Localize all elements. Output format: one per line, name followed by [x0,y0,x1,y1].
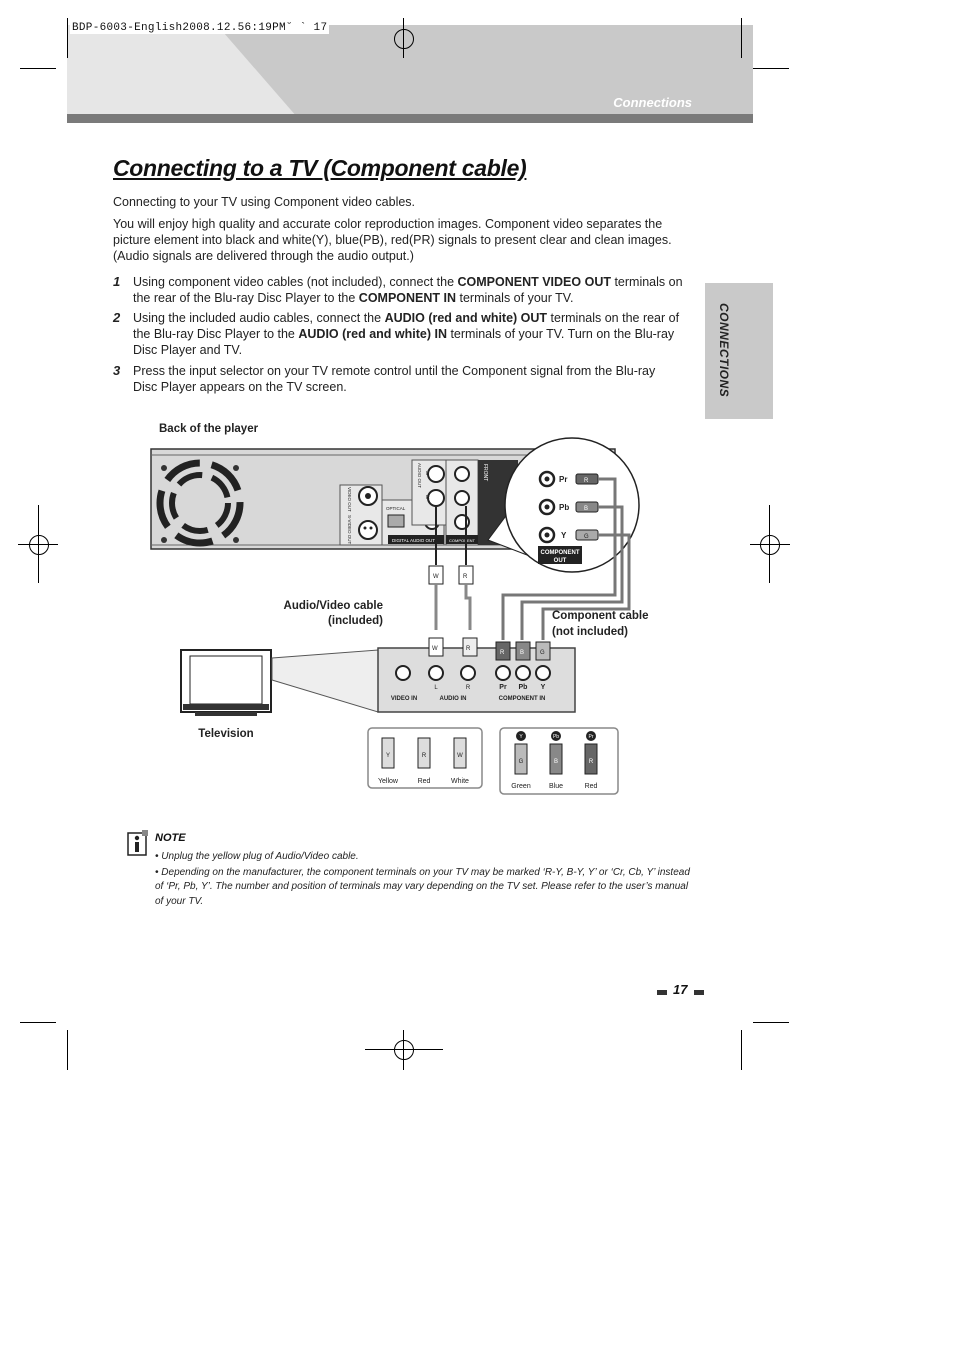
svg-text:B: B [553,759,559,765]
television [181,650,271,716]
intro-paragraph: Connecting to your TV using Component video cables. [113,195,416,209]
svg-text:L: L [434,685,438,691]
svg-text:White: White [451,778,469,785]
svg-text:Pr: Pr [588,734,594,740]
svg-text:B: B [584,506,589,512]
svg-text:L: L [426,471,429,477]
page-number-bar [694,990,704,995]
step-number: 3 [113,363,121,378]
svg-text:AUDIO OUT: AUDIO OUT [417,463,422,489]
page-number: 17 [673,982,688,997]
svg-text:S-VIDEO OUT: S-VIDEO OUT [347,515,352,545]
svg-text:OUT: OUT [553,558,567,564]
svg-text:R: R [588,759,594,765]
svg-text:W: W [457,753,463,759]
svg-text:Yellow: Yellow [378,778,398,785]
svg-text:R: R [426,495,430,501]
svg-text:G: G [518,759,524,765]
svg-text:Y: Y [561,531,567,540]
svg-text:VIDEO IN: VIDEO IN [390,696,418,702]
svg-text:Pb: Pb [559,503,570,512]
svg-text:R: R [466,646,471,652]
page-title: Connecting to a TV (Component cable) [113,155,527,181]
step-text: Press the input selector on your TV remote control until the Component signal from the Blu-ray Disc Player appears on the TV screen. [133,364,656,394]
intro-paragraph: You will enjoy high quality and accurate color reproduction images. Component video separates the picture element into black and white(Y), blue(PB), red(PR) signals to present clear and clean images. (Audio signals are delivered through the audio output.) [113,217,672,263]
svg-text:Pr: Pr [559,475,568,484]
svg-text:Pb: Pb [518,684,528,691]
svg-text:(not included): (not included) [552,626,629,638]
note-list [155,850,695,910]
note-item: • Unplug the yellow plug of Audio/Video cable. [155,851,359,862]
svg-text:R: R [465,685,471,691]
svg-text:R: R [500,650,505,656]
svg-text:Y: Y [519,734,523,740]
legend-av [368,728,482,788]
svg-text:Red: Red [417,778,431,785]
step-text: Using component video cables (not included), connect the COMPONENT VIDEO OUT terminals on the rear of the Blu-ray Disc Player to the COMPONENT IN terminals of your TV. [133,275,683,305]
note-title: NOTE [155,832,186,844]
svg-text:G: G [540,650,545,656]
svg-text:R: R [421,753,427,759]
svg-text:COMPONENT IN: COMPONENT IN [498,696,546,702]
svg-text:R: R [584,478,589,484]
info-icon [127,830,149,856]
legend-component [500,728,618,794]
svg-text:Television: Television [198,728,254,740]
svg-text:Pr: Pr [499,684,507,691]
section-label: Connections [613,95,692,110]
svg-text:W: W [433,574,439,580]
file-header: BDP-6003-English2008.12.56:19PM˘ ` 17 [72,22,328,34]
side-tab-label: CONNECTIONS [717,303,731,398]
svg-text:COMPONENT: COMPONENT [449,538,475,543]
svg-text:Y: Y [540,684,546,691]
svg-text:Audio/Video cable: Audio/Video cable [283,600,383,612]
svg-text:W: W [432,646,438,652]
step-text: Using the included audio cables, connect the AUDIO (red and white) OUT terminals on the rear of the Blu-ray Disc Player to the AUDIO (red and white) IN terminals of your TV. Turn on the Blu-ray Disc Player and TV. [133,311,680,357]
svg-text:COMPONENT: COMPONENT [540,550,580,556]
svg-text:Component cable: Component cable [552,610,649,622]
tv-input-panel [378,638,575,712]
svg-text:AUDIO IN: AUDIO IN [439,696,467,702]
svg-text:Green: Green [511,783,531,790]
back-of-player-label: Back of the player [159,423,259,435]
svg-text:OPTICAL: OPTICAL [386,506,406,511]
svg-text:Red: Red [584,783,598,790]
svg-text:FRONT: FRONT [482,464,488,482]
page-number-bar [657,990,667,995]
step-number: 2 [113,310,121,325]
svg-text:Y: Y [385,753,391,759]
svg-text:DIGITAL AUDIO OUT: DIGITAL AUDIO OUT [392,538,436,543]
step-number: 1 [113,274,121,289]
svg-text:R: R [463,574,468,580]
svg-text:Pb: Pb [552,734,560,740]
svg-text:Blue: Blue [548,783,564,790]
svg-text:B: B [520,650,525,656]
svg-text:G: G [584,534,589,540]
svg-text:VIDEO OUT: VIDEO OUT [347,487,352,512]
note-item: • Depending on the manufacturer, the component terminals on your TV may be marked ‘R-Y, B-Y, Y’ or ‘Cr, Cb, Y’ instead of ‘Pr, Pb, Y’. The number and position of terminals may vary depending on the TV set. Please refer to the user’s manual of your TV. [155,866,690,907]
svg-text:(included): (included) [328,615,383,627]
